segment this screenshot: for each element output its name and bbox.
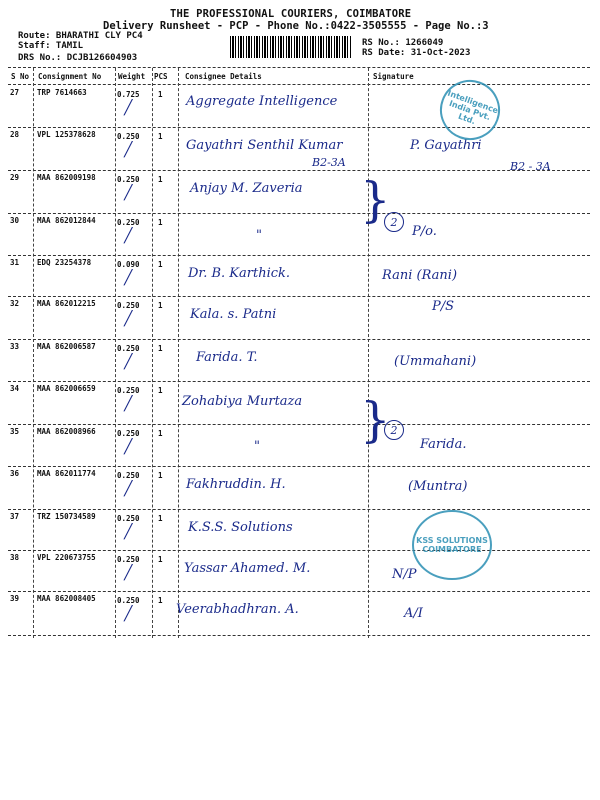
row-divider	[8, 381, 590, 382]
col-header-signature: Signature	[373, 72, 414, 81]
row-consignment-no: VPL 125378628	[37, 130, 96, 139]
row-consignment-no: EDQ 23254378	[37, 258, 92, 267]
check-mark: ╱	[124, 228, 133, 244]
row-sno: 31	[10, 258, 20, 267]
row-weight: 0.250	[117, 344, 140, 353]
check-mark: ╱	[124, 439, 133, 455]
row-divider	[8, 213, 590, 214]
row-pcs: 1	[158, 344, 163, 353]
col-divider	[152, 68, 153, 638]
col-divider	[115, 68, 116, 638]
signature: Farida.	[420, 437, 467, 452]
row-sno: 30	[10, 216, 20, 225]
signature: P. Gayathri	[410, 138, 482, 153]
header-bottom-border	[8, 84, 590, 85]
check-mark: ╱	[124, 396, 133, 412]
row-pcs: 1	[158, 301, 163, 310]
consignee-name: Fakhruddin. H.	[186, 477, 286, 492]
check-mark: ╱	[124, 185, 133, 201]
row-consignment-no: MAA 862012844	[37, 216, 96, 225]
row-pcs: 1	[158, 555, 163, 564]
check-mark: ╱	[124, 565, 133, 581]
row-consignment-no: MAA 862006659	[37, 384, 96, 393]
consignee-name: Zohabiya Murtaza	[182, 394, 303, 409]
row-weight: 0.250	[117, 555, 140, 564]
row-pcs: 1	[158, 218, 163, 227]
row-sno: 38	[10, 553, 20, 562]
grouping-brace: }	[360, 392, 391, 448]
circled-number: 2	[384, 212, 404, 232]
drs-number: DRS No.: DCJB126604903	[18, 53, 138, 63]
check-mark: ╱	[124, 100, 133, 116]
route-label: Route: BHARATHI CLY PC4	[18, 31, 143, 41]
row-sno: 28	[10, 130, 20, 139]
col-divider	[33, 68, 34, 638]
company-name: THE PROFESSIONAL COURIERS, COIMBATORE	[170, 8, 412, 20]
row-divider	[8, 466, 590, 467]
row-weight: 0.250	[117, 218, 140, 227]
col-header-consignee: Consignee Details	[185, 72, 262, 81]
row-weight: 0.250	[117, 514, 140, 523]
rs-number: RS No.: 1266049	[362, 38, 444, 48]
row-divider	[8, 550, 590, 551]
consignee-name: Gayathri Senthil Kumar	[186, 138, 343, 153]
row-pcs: 1	[158, 471, 163, 480]
row-consignment-no: MAA 862008405	[37, 594, 96, 603]
row-divider	[8, 339, 590, 340]
check-mark: ╱	[124, 481, 133, 497]
row-consignment-no: MAA 862008966	[37, 427, 96, 436]
handwritten-note: B2 - 3A	[510, 160, 551, 173]
row-sno: 36	[10, 469, 20, 478]
row-sno: 35	[10, 427, 20, 436]
company-stamp: KSS SOLUTIONS COIMBATORE	[412, 510, 492, 580]
row-divider	[8, 255, 590, 256]
consignee-name: Yassar Ahamed. M.	[184, 561, 311, 576]
staff-label: Staff: TAMIL	[18, 41, 84, 51]
company-stamp: Intelligence India Pvt. Ltd.	[432, 72, 509, 149]
consignee-name: Dr. B. Karthick.	[188, 266, 291, 281]
row-weight: 0.250	[117, 429, 140, 438]
row-pcs: 1	[158, 386, 163, 395]
row-divider	[8, 127, 590, 128]
row-divider	[8, 424, 590, 425]
col-divider	[368, 68, 369, 638]
consignee-name: "	[256, 228, 262, 243]
consignee-name: Veerabhadhran. A.	[176, 602, 299, 617]
handwritten-note: B2-3A	[312, 156, 346, 169]
signature: P/S	[432, 299, 455, 314]
barcode	[230, 36, 352, 58]
check-mark: ╱	[124, 270, 133, 286]
row-consignment-no: MAA 862009198	[37, 173, 96, 182]
row-sno: 33	[10, 342, 20, 351]
signature: (Ummahani)	[394, 354, 477, 369]
row-pcs: 1	[158, 132, 163, 141]
row-consignment-no: MAA 862011774	[37, 469, 96, 478]
row-weight: 0.250	[117, 132, 140, 141]
col-header-sno: S No	[11, 72, 30, 81]
signature: Rani (Rani)	[382, 268, 458, 283]
row-consignment-no: TRP 7614663	[37, 88, 87, 97]
row-sno: 27	[10, 88, 20, 97]
row-divider	[8, 635, 590, 636]
row-consignment-no: VPL 220673755	[37, 553, 96, 562]
consignee-name: Aggregate Intelligence	[186, 94, 338, 109]
row-consignment-no: MAA 862012215	[37, 299, 96, 308]
col-header-consignment: Consignment No	[38, 72, 102, 81]
table-top-border	[8, 67, 590, 68]
row-consignment-no: TRZ 150734589	[37, 512, 96, 521]
row-weight: 0.250	[117, 301, 140, 310]
row-sno: 34	[10, 384, 20, 393]
row-sno: 39	[10, 594, 20, 603]
check-mark: ╱	[124, 354, 133, 370]
rs-date: RS Date: 31-Oct-2023	[362, 48, 471, 58]
grouping-brace: }	[360, 172, 391, 228]
row-weight: 0.250	[117, 175, 140, 184]
row-pcs: 1	[158, 260, 163, 269]
row-divider	[8, 591, 590, 592]
consignee-name: K.S.S. Solutions	[188, 520, 293, 535]
row-weight: 0.250	[117, 471, 140, 480]
consignee-name: "	[254, 439, 260, 454]
row-weight: 0.250	[117, 386, 140, 395]
row-divider	[8, 170, 590, 171]
row-sno: 37	[10, 512, 20, 521]
row-consignment-no: MAA 862006587	[37, 342, 96, 351]
row-divider	[8, 296, 590, 297]
check-mark: ╱	[124, 606, 133, 622]
row-pcs: 1	[158, 175, 163, 184]
row-pcs: 1	[158, 596, 163, 605]
row-pcs: 1	[158, 90, 163, 99]
circled-number: 2	[384, 420, 404, 440]
col-header-weight: Weight	[118, 72, 146, 81]
row-pcs: 1	[158, 514, 163, 523]
signature: P/o.	[412, 224, 437, 239]
row-sno: 32	[10, 299, 20, 308]
row-sno: 29	[10, 173, 20, 182]
consignee-name: Kala. s. Patni	[190, 307, 277, 322]
consignee-name: Farida. T.	[196, 350, 258, 365]
signature: N/P	[392, 567, 417, 582]
consignee-name: Anjay M. Zaveria	[190, 181, 303, 196]
row-weight: 0.090	[117, 260, 140, 269]
row-weight: 0.725	[117, 90, 140, 99]
row-pcs: 1	[158, 429, 163, 438]
col-divider	[178, 68, 179, 638]
signature: (Muntra)	[408, 479, 468, 494]
col-header-pcs: PCS	[154, 72, 168, 81]
row-weight: 0.250	[117, 596, 140, 605]
runsheet-title: Delivery Runsheet - PCP - Phone No.:0422-3505555 - Page No.:3	[103, 20, 489, 32]
row-divider	[8, 509, 590, 510]
check-mark: ╱	[124, 142, 133, 158]
check-mark: ╱	[124, 524, 133, 540]
signature: A/I	[404, 606, 423, 621]
check-mark: ╱	[124, 311, 133, 327]
